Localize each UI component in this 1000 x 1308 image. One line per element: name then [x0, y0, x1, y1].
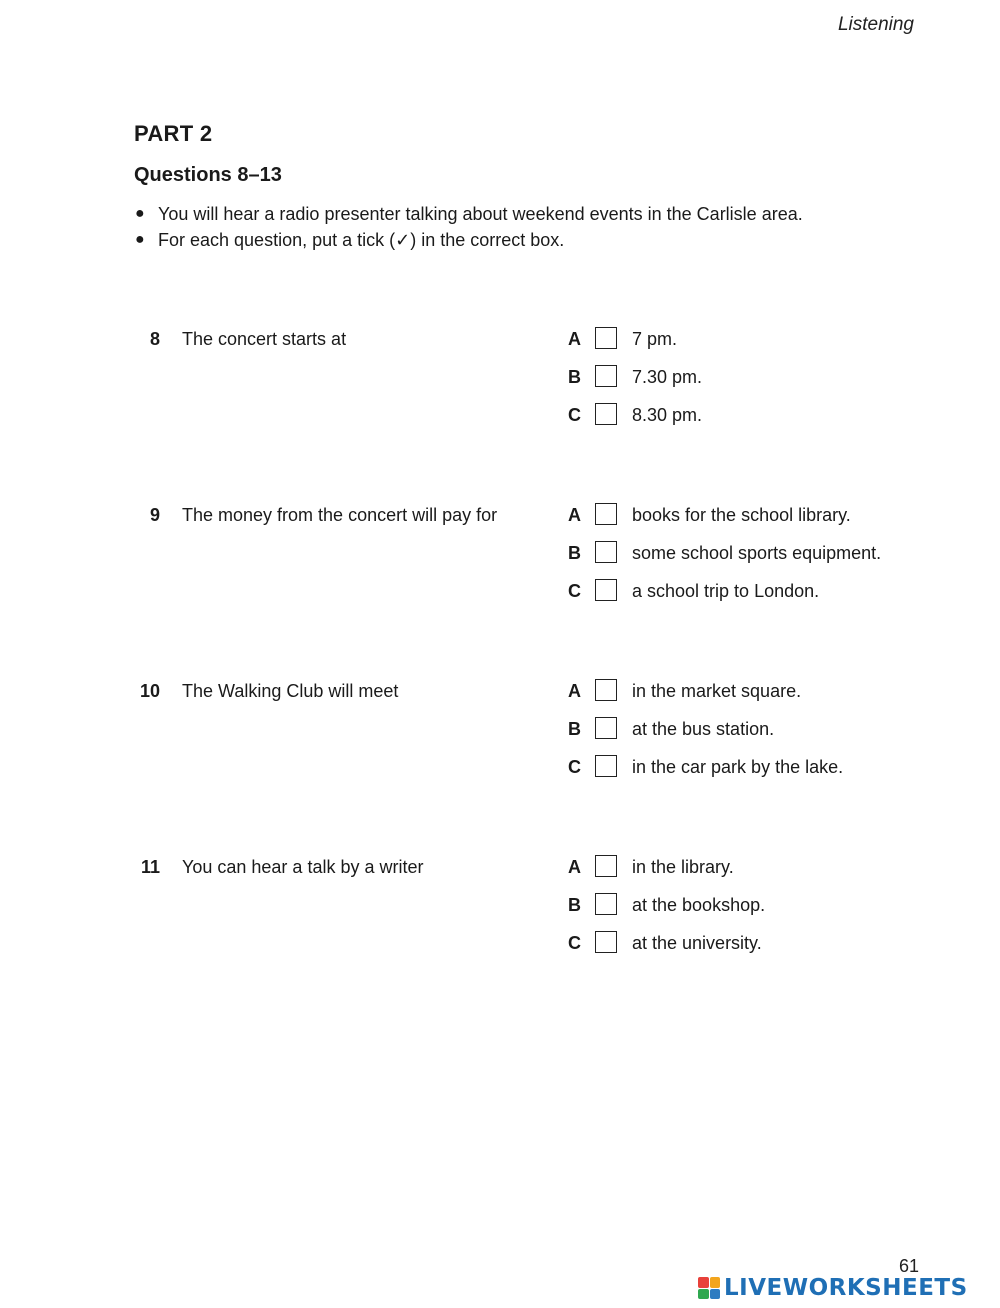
tick-box-checkbox[interactable]: [595, 755, 617, 777]
option-letter: A: [568, 329, 581, 349]
option-text: some school sports equipment.: [632, 543, 882, 563]
option-text: at the bus station.: [632, 719, 775, 739]
tick-box-checkbox[interactable]: [595, 503, 617, 525]
instruction-item: [134, 227, 803, 253]
question-9: [134, 502, 924, 622]
bullet-icon: ●: [135, 205, 145, 222]
option-letter: B: [568, 719, 581, 739]
instructions-list: [134, 201, 803, 253]
tick-box-checkbox[interactable]: [595, 931, 617, 953]
option-text: 7 pm.: [632, 329, 678, 349]
option-letter: B: [568, 543, 581, 563]
brand-name: LIVEWORKSHEETS: [724, 1275, 968, 1301]
questions-range-heading: Questions 8–13: [134, 164, 282, 186]
question-11: [134, 854, 924, 974]
option-text: at the university.: [632, 933, 762, 953]
question-number: 10: [139, 681, 160, 701]
instruction-item: [134, 201, 803, 227]
question-number: 8: [149, 329, 160, 349]
logo-tile: [698, 1289, 709, 1300]
option-text: in the library.: [632, 857, 734, 877]
question-stem: You can hear a talk by a writer: [182, 857, 424, 877]
tick-box-checkbox[interactable]: [595, 679, 617, 701]
option-letter: B: [568, 895, 581, 915]
question-8: [134, 326, 924, 446]
tick-box-checkbox[interactable]: [595, 579, 617, 601]
logo-tile: [698, 1277, 709, 1288]
option-letter: A: [568, 857, 581, 877]
liveworksheets-brand: [698, 1274, 968, 1302]
option-letter: C: [568, 933, 581, 953]
option-letter: C: [568, 757, 581, 777]
question-number: 9: [149, 505, 160, 525]
liveworksheets-logo-icon: [698, 1277, 720, 1299]
option-letter: A: [568, 505, 581, 525]
option-text: 7.30 pm.: [632, 367, 703, 387]
tick-box-checkbox[interactable]: [595, 541, 617, 563]
option-text: at the bookshop.: [632, 895, 766, 915]
tick-box-checkbox[interactable]: [595, 403, 617, 425]
option-letter: C: [568, 581, 581, 601]
option-letter: A: [568, 681, 581, 701]
question-10: [134, 678, 924, 798]
tick-box-checkbox[interactable]: [595, 365, 617, 387]
logo-tile: [710, 1277, 721, 1288]
instruction-text: You will hear a radio presenter talking about weekend events in the Carlisle area.: [158, 204, 803, 224]
tick-box-checkbox[interactable]: [595, 855, 617, 877]
option-text: in the car park by the lake.: [632, 757, 844, 777]
option-text: books for the school library.: [632, 505, 851, 525]
page-number: 61: [899, 1256, 920, 1276]
tick-box-checkbox[interactable]: [595, 717, 617, 739]
option-text: a school trip to London.: [632, 581, 820, 601]
option-letter: B: [568, 367, 581, 387]
question-stem: The Walking Club will meet: [182, 681, 399, 701]
option-letter: C: [568, 405, 581, 425]
question-stem: The concert starts at: [182, 329, 347, 349]
logo-tile: [710, 1289, 721, 1300]
question-number: 11: [140, 857, 160, 877]
tick-box-checkbox[interactable]: [595, 893, 617, 915]
part-title: PART 2: [134, 121, 213, 146]
option-text: in the market square.: [632, 681, 802, 701]
section-header: Listening: [837, 14, 914, 35]
instruction-text: For each question, put a tick (✓) in the correct box.: [158, 230, 565, 250]
bullet-icon: ●: [135, 231, 145, 248]
question-stem: The money from the concert will pay for: [182, 505, 498, 525]
option-text: 8.30 pm.: [632, 405, 703, 425]
tick-box-checkbox[interactable]: [595, 327, 617, 349]
